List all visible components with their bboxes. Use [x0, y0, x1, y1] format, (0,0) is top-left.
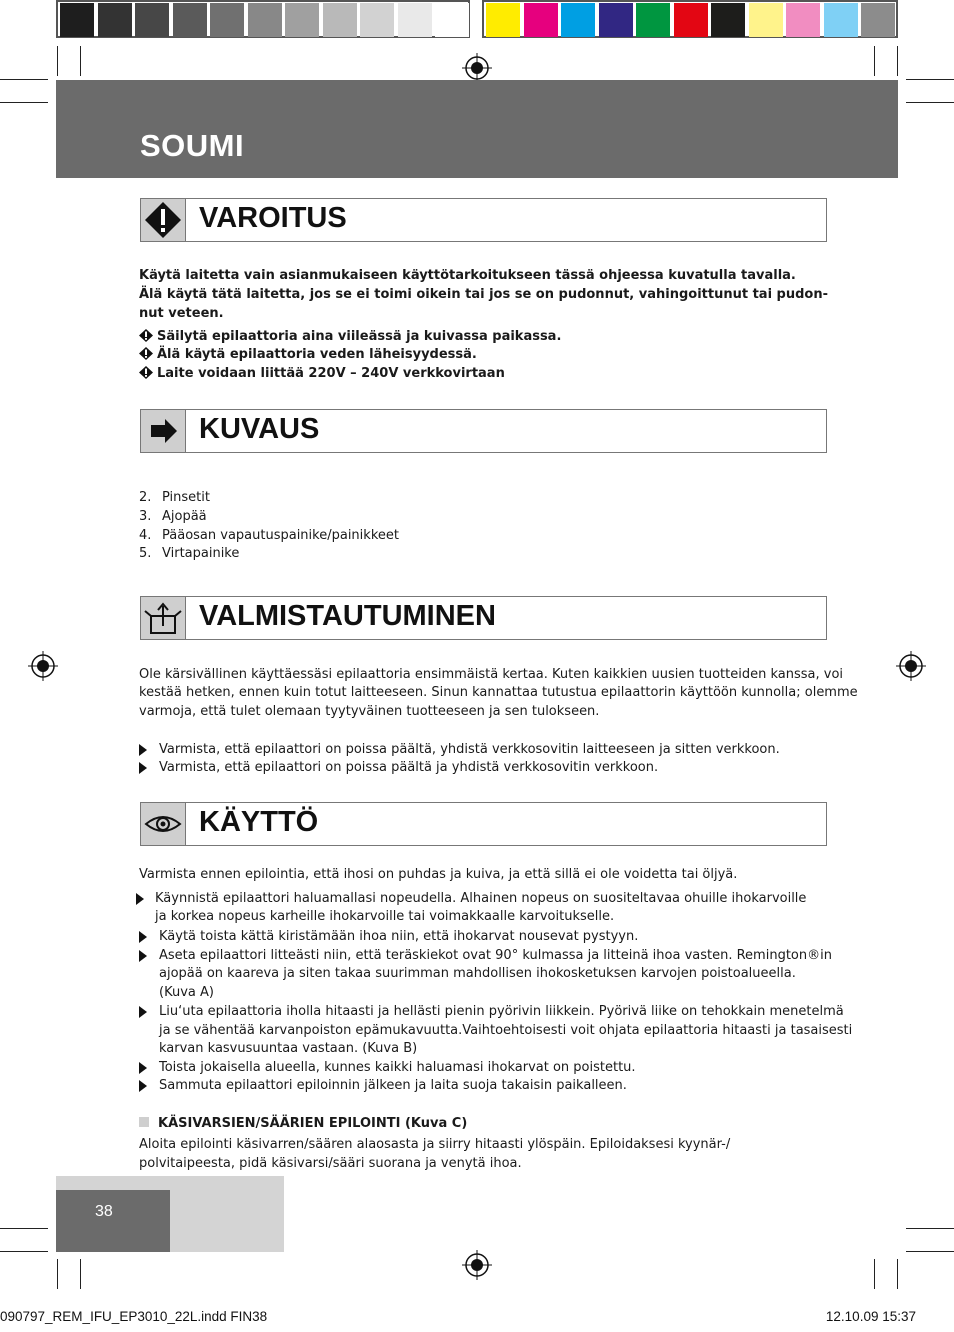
crop-mark — [0, 1228, 48, 1229]
subheading-text: KÄSIVARSIEN/SÄÄRIEN EPILOINTI (Kuva C) — [158, 1116, 468, 1131]
crop-mark — [906, 1251, 954, 1252]
color-swatch — [599, 3, 633, 37]
bullet-text: Aseta epilaattori litteästi niin, että teräskiekot ovat 90° kulmassa ja litteinä ihoa vasten. Remington®in — [159, 948, 832, 963]
warning-intro-line: Älä käytä tätä laitetta, jos se ei toimi oikein tai jos se on pudonnut, vahingoittunut tai pudon- — [139, 287, 829, 302]
gray-swatch — [98, 3, 132, 37]
list-item-number: 4. — [139, 528, 152, 543]
bullet-triangle-icon — [139, 931, 147, 943]
box-unpack-icon — [141, 597, 185, 639]
color-swatch — [749, 3, 783, 37]
bullet-text: karvan kasvusuuntaa vastaan. (Kuva B) — [159, 1041, 418, 1056]
warning-text: Älä käytä epilaattoria veden läheisyydessä. — [157, 347, 477, 362]
bullet-text: Varmista, että epilaattori on poissa päältä, yhdistä verkkosovitin laitteeseen ja sitten verkkoon. — [159, 742, 780, 757]
bullet-triangle-icon — [139, 950, 147, 962]
section-title: VALMISTAUTUMINEN — [199, 600, 496, 632]
paragraph-line: Varmista ennen epilointia, että ihosi on puhdas ja kuiva, ja että sillä ei ole voidetta tai öljyä. — [139, 867, 738, 882]
warning-intro-line: Käytä laitetta vain asianmukaiseen käyttötarkoitukseen tässä ohjeessa kuvatulla tavalla. — [139, 268, 796, 283]
section-title: KÄYTTÖ — [199, 806, 319, 838]
bullet-text: Sammuta epilaattori epiloinnin jälkeen ja laita suoja takaisin paikalleen. — [159, 1078, 627, 1093]
bullet-triangle-icon — [139, 1062, 147, 1074]
list-item — [139, 489, 210, 508]
arrow-right-icon — [141, 410, 185, 452]
page-number-box — [56, 1190, 170, 1252]
color-swatch — [786, 3, 820, 37]
warning-item — [139, 346, 477, 365]
list-item-label: Virtapainike — [162, 546, 240, 561]
bullet-text: (Kuva A) — [159, 985, 214, 1000]
crop-mark — [0, 79, 48, 80]
eye-icon — [141, 803, 185, 845]
color-swatch — [561, 3, 595, 37]
crop-mark — [906, 79, 954, 80]
paragraph-line: Ole kärsivällinen käyttäessäsi epilaattoria ensimmäistä kertaa. Kuten kaikkien uusien tuotteiden kanssa, voi — [139, 667, 844, 682]
crop-mark — [80, 46, 81, 76]
crop-mark — [897, 46, 898, 76]
gray-swatch — [398, 3, 432, 37]
list-item — [139, 508, 207, 527]
bullet-text: Liu‘uta epilaattoria iholla hitaasti ja hellästi pienin pyörivin liikkein. Pyörivä liike on tehokkain menetelmä — [159, 1004, 844, 1019]
crop-mark — [80, 1259, 81, 1289]
page-number-bg — [56, 1176, 170, 1190]
color-swatch — [674, 3, 708, 37]
section-title: VAROITUS — [199, 202, 347, 234]
bullet-text: ajopää on kaareva ja siten takaa suurimman mahdollisen ihokosketuksen karvojen poistoalueella. — [159, 966, 796, 981]
color-swatch — [711, 3, 745, 37]
section-header-varoitus — [140, 198, 827, 242]
gray-swatch — [285, 3, 319, 37]
gray-swatch — [173, 3, 207, 37]
exclamation-diamond-icon — [141, 199, 185, 241]
crop-mark — [0, 1251, 48, 1252]
bullet-text: Toista jokaisella alueella, kunnes kaikki haluamasi ihokarvat on poistettu. — [159, 1060, 636, 1075]
crop-mark — [0, 102, 48, 103]
gray-swatch — [360, 3, 394, 37]
section-icon-box — [141, 410, 186, 452]
warning-diamond-icon — [139, 347, 153, 360]
list-item-number: 2. — [139, 490, 152, 505]
paragraph-line: Aloita epilointi käsivarren/säären alaosasta ja siirry hitaasti ylöspäin. Epiloidaksesi kyynär-/ — [139, 1137, 731, 1152]
bullet-triangle-icon — [139, 762, 147, 774]
subheading — [139, 1115, 467, 1134]
footer-timestamp: 12.10.09 15:37 — [825, 1309, 916, 1324]
registration-mark-icon — [462, 1250, 492, 1280]
gray-swatch — [210, 3, 244, 37]
crop-mark — [906, 1228, 954, 1229]
registration-mark-icon — [896, 651, 926, 681]
bullet-triangle-icon — [136, 893, 144, 905]
paragraph-line: kestää hetken, ennen kuin totut laitteeseen. Sinun kannattaa tutustua epilaattorin käyttöön kunnolla; olemme — [139, 685, 858, 700]
registration-mark-icon — [462, 53, 492, 83]
list-item-label: Pinsetit — [162, 490, 210, 505]
page-title: SOUMI — [140, 128, 245, 163]
list-item-label: Pääosan vapautuspainike/painikkeet — [162, 528, 399, 543]
list-item-number: 3. — [139, 509, 152, 524]
bullet-text: Varmista, että epilaattori on poissa päältä ja yhdistä verkkosovitin verkkoon. — [159, 760, 659, 775]
gray-swatch — [135, 3, 169, 37]
color-swatch — [824, 3, 858, 37]
warning-item — [139, 328, 561, 347]
bullet-triangle-icon — [139, 1006, 147, 1018]
color-swatch — [636, 3, 670, 37]
list-item-number: 5. — [139, 546, 152, 561]
list-item — [139, 545, 239, 564]
color-swatch — [861, 3, 895, 37]
bullet-text: ja korkea nopeus karheille ihokarvoille tai voimakkaalle karvoitukselle. — [155, 909, 615, 924]
crop-mark — [874, 46, 875, 76]
section-header-kuvaus — [140, 409, 827, 453]
warning-item — [139, 365, 505, 384]
gray-swatch — [248, 3, 282, 37]
color-swatch — [524, 3, 558, 37]
warning-diamond-icon — [139, 329, 153, 342]
page-number-bg — [170, 1176, 284, 1252]
gray-swatch — [60, 3, 94, 37]
list-item-label: Ajopää — [162, 509, 207, 524]
gray-swatch — [323, 3, 357, 37]
warning-text: Säilytä epilaattoria aina viileässä ja kuivassa paikassa. — [157, 329, 562, 344]
warning-text: Laite voidaan liittää 220V – 240V verkkovirtaan — [157, 366, 505, 381]
section-title: KUVAUS — [199, 413, 320, 445]
list-item — [139, 527, 399, 546]
crop-mark — [897, 1259, 898, 1289]
bullet-triangle-icon — [139, 744, 147, 756]
bullet-text: ja se vähentää karvanpoiston epämukavuutta.Vaihtoehtoisesti voit ohjata epilaattoria hitaasti ja tasaisesti — [159, 1023, 853, 1038]
crop-mark — [57, 1259, 58, 1289]
section-icon-box — [141, 199, 186, 241]
section-icon-box — [141, 597, 186, 639]
page-number: 38 — [95, 1203, 113, 1220]
section-header-kaytto — [140, 802, 827, 846]
bullet-text: Käynnistä epilaattori haluamallasi nopeudella. Alhainen nopeus on suositeltavaa ohuille ihokarvoille — [155, 891, 807, 906]
bullet-text: Käytä toista kättä kiristämään ihoa niin, että ihokarvat nousevat pystyyn. — [159, 929, 639, 944]
footer-file-info: 090797_REM_IFU_EP3010_22L.indd FIN38 — [0, 1309, 268, 1324]
warning-diamond-icon — [139, 366, 153, 379]
color-swatch — [486, 3, 520, 37]
crop-mark — [906, 102, 954, 103]
square-bullet-icon — [139, 1117, 149, 1127]
registration-mark-icon — [28, 651, 58, 681]
section-icon-box — [141, 803, 186, 845]
paragraph-line: varmoja, että tulet olemaan tyytyväinen tuotteeseen ja sen tulokseen. — [139, 704, 600, 719]
crop-mark — [57, 46, 58, 76]
warning-intro-line: nut veteen. — [139, 306, 224, 321]
gray-swatch — [435, 3, 469, 37]
section-header-valmistautuminen — [140, 596, 827, 640]
paragraph-line: polvitaipeesta, pidä käsivarsi/sääri suorana ja venytä ihoa. — [139, 1156, 522, 1171]
bullet-triangle-icon — [139, 1080, 147, 1092]
crop-mark — [874, 1259, 875, 1289]
